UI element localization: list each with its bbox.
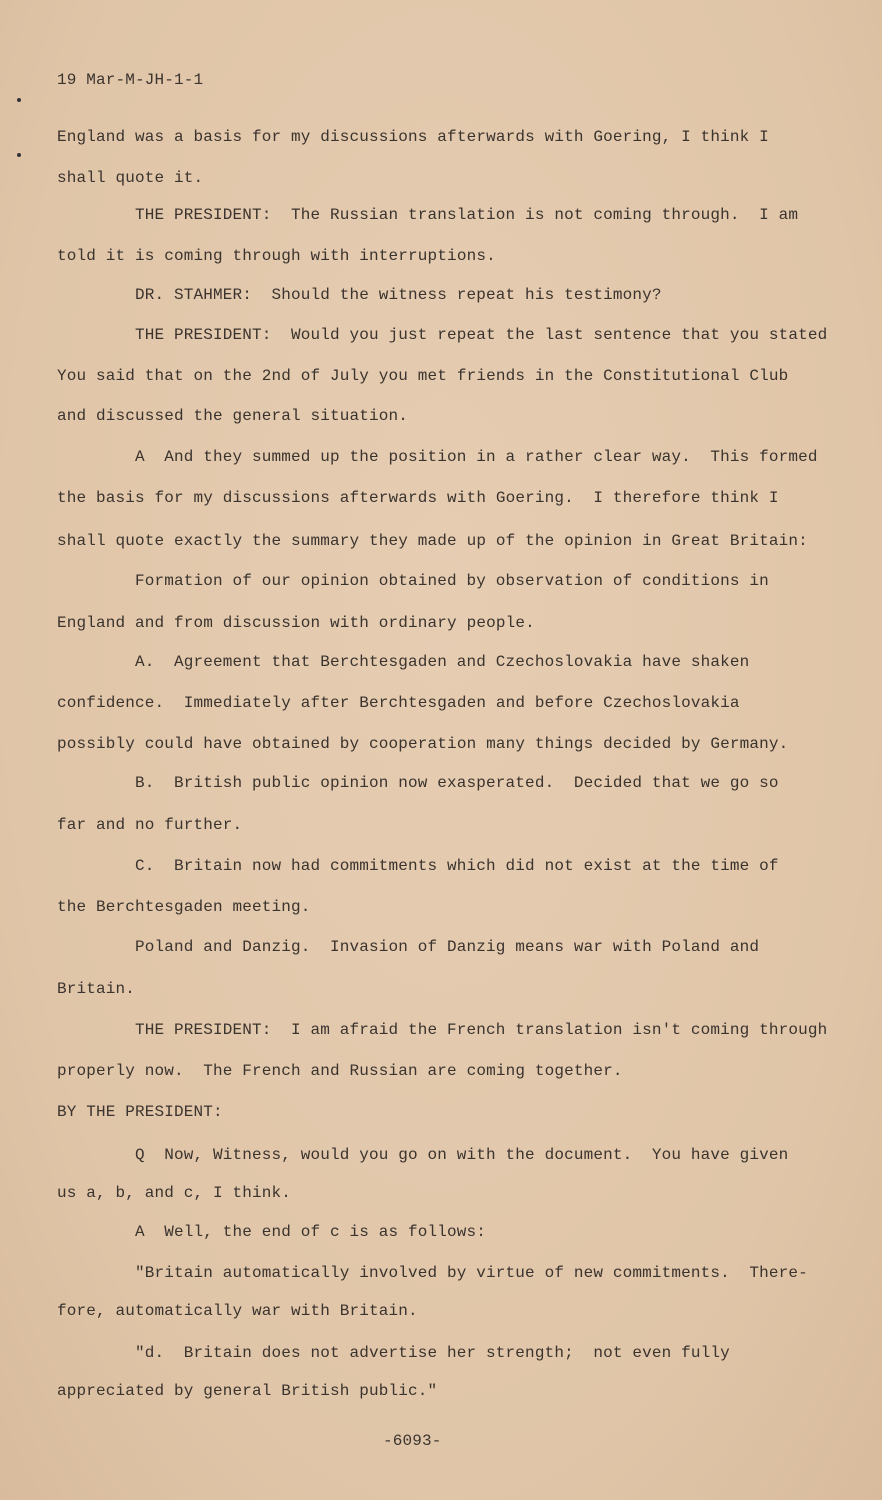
text-line: Britain. (57, 980, 136, 998)
text-line: shall quote exactly the summary they made up of the opinion in Great Britain: (57, 532, 808, 550)
text-line: "d. Britain does not advertise her strength; not even fully (135, 1344, 730, 1362)
text-line: THE PRESIDENT: The Russian translation is not coming through. I am (135, 206, 799, 224)
text-line: DR. STAHMER: Should the witness repeat his testimony? (135, 286, 662, 304)
text-line: Q Now, Witness, would you go on with the document. You have given (135, 1146, 789, 1164)
text-line: A Well, the end of c is as follows: (135, 1223, 487, 1241)
text-line: B. British public opinion now exasperated. Decided that we go so (135, 774, 779, 792)
text-line: appreciated by general British public." (57, 1382, 438, 1400)
text-line: shall quote it. (57, 169, 204, 187)
text-line: BY THE PRESIDENT: (57, 1103, 223, 1121)
text-line: England was a basis for my discussions afterwards with Goering, I think I (57, 128, 769, 146)
text-line: Formation of our opinion obtained by observation of conditions in (135, 572, 769, 590)
text-line: possibly could have obtained by cooperation many things decided by Germany. (57, 735, 789, 753)
page-header: 19 Mar-M-JH-1-1 (57, 71, 204, 89)
punch-mark (17, 98, 21, 102)
text-line: A And they summed up the position in a rather clear way. This formed (135, 448, 818, 466)
text-line: told it is coming through with interruptions. (57, 247, 496, 265)
text-line: You said that on the 2nd of July you met friends in the Constitutional Club (57, 367, 789, 385)
text-line: far and no further. (57, 816, 243, 834)
text-line: "Britain automatically involved by virtue of new commitments. There- (135, 1264, 808, 1282)
text-line: properly now. The French and Russian are coming together. (57, 1062, 623, 1080)
text-line: and discussed the general situation. (57, 407, 409, 425)
text-line: Poland and Danzig. Invasion of Danzig means war with Poland and (135, 938, 760, 956)
text-line: confidence. Immediately after Berchtesgaden and before Czechoslovakia (57, 694, 740, 712)
text-line: England and from discussion with ordinary people. (57, 614, 535, 632)
text-line: THE PRESIDENT: I am afraid the French translation isn't coming through (135, 1021, 828, 1039)
text-line: THE PRESIDENT: Would you just repeat the last sentence that you stated (135, 326, 828, 344)
text-line: fore, automatically war with Britain. (57, 1302, 418, 1320)
text-line: C. Britain now had commitments which did not exist at the time of (135, 857, 779, 875)
punch-mark (17, 153, 21, 157)
text-line: the basis for my discussions afterwards with Goering. I therefore think I (57, 489, 779, 507)
text-line: A. Agreement that Berchtesgaden and Czechoslovakia have shaken (135, 653, 750, 671)
text-line: the Berchtesgaden meeting. (57, 898, 311, 916)
page-number: -6093- (383, 1432, 442, 1450)
text-line: us a, b, and c, I think. (57, 1184, 292, 1202)
